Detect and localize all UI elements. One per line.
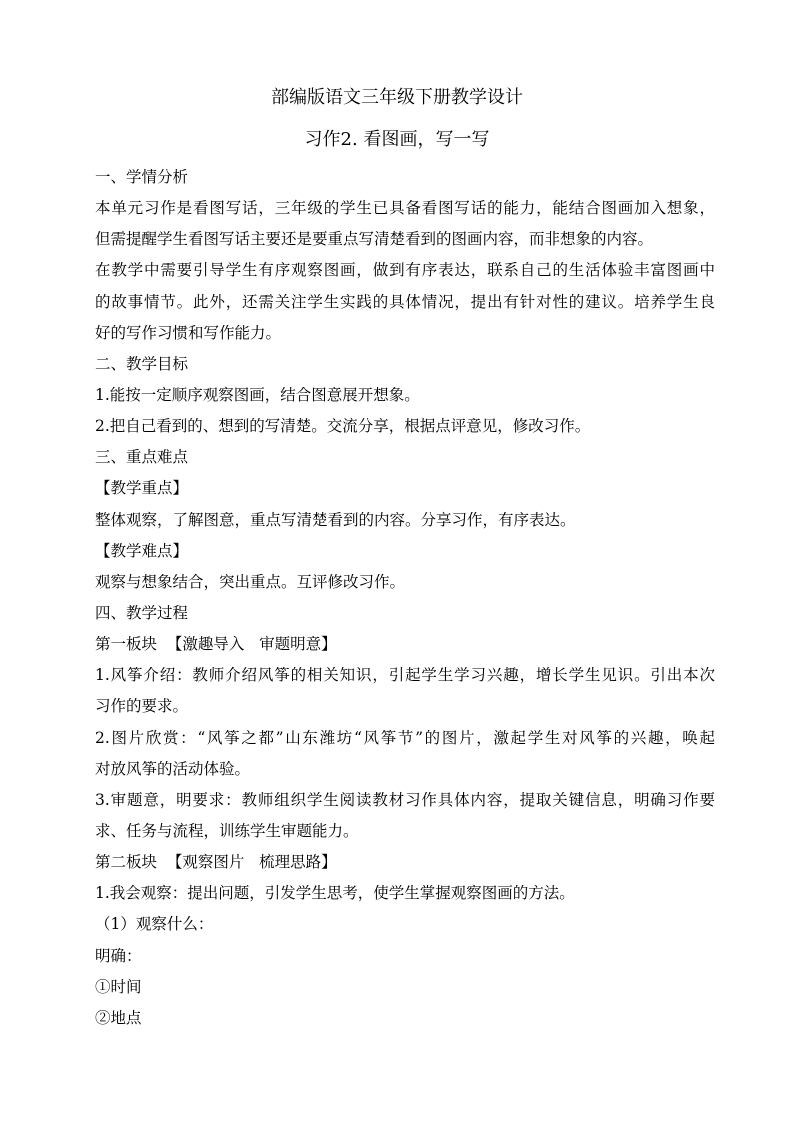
paragraph-line: 但需提醒学生看图写话主要还是要重点写清楚看到的图画内容，而非想象的内容。 bbox=[95, 230, 654, 249]
list-item: 1.风筝介绍：教师介绍风筝的相关知识，引起学生学习兴趣，增长学生见识。引出本次 bbox=[95, 666, 715, 685]
list-item: 3.审题意，明要求：教师组织学生阅读教材习作具体内容，提取关键信息，明确习作要 bbox=[95, 790, 715, 809]
document-subtitle: 习作2. 看图画，写一写 bbox=[304, 129, 490, 150]
document-title: 部编版语文三年级下册教学设计 bbox=[271, 87, 523, 108]
paragraph-line: 明确： bbox=[95, 946, 142, 965]
section-heading-analysis: 一、学情分析 bbox=[95, 168, 189, 186]
sub-item: ②地点 bbox=[95, 1008, 142, 1027]
list-item: 1.我会观察：提出问题，引发学生思考，使学生掌握观察图画的方法。 bbox=[95, 884, 575, 903]
section-heading-process: 四、教学过程 bbox=[95, 603, 189, 622]
sub-item: （1）观察什么： bbox=[95, 915, 214, 934]
list-item: 2.图片欣赏：“风筝之都”山东潍坊“风筝节”的图片，激起学生对风筝的兴趣，唤起 bbox=[95, 728, 715, 747]
list-item: 1.能按一定顺序观察图画，结合图意展开想象。 bbox=[95, 385, 420, 404]
paragraph-line: 的故事情节。此外，还需关注学生实践的具体情况，提出有针对性的建议。培养学生良 bbox=[95, 292, 715, 311]
subheading-difficulty: 【教学难点】 bbox=[95, 541, 189, 560]
list-item-continuation: 对放风筝的活动体验。 bbox=[95, 759, 251, 778]
block-heading-second: 第二板块 【观察图片 梳理思路】 bbox=[95, 853, 337, 872]
sub-item: ①时间 bbox=[95, 977, 142, 996]
paragraph-line: 在教学中需要引导学生有序观察图画，做到有序表达，联系自己的生活体验丰富图画中 bbox=[95, 261, 715, 280]
list-item-continuation: 习作的要求。 bbox=[95, 697, 189, 716]
paragraph-line: 整体观察，了解图意，重点写清楚看到的内容。分享习作，有序表达。 bbox=[95, 510, 576, 529]
list-item-continuation: 求、任务与流程，训练学生审题能力。 bbox=[95, 821, 359, 840]
document-body bbox=[95, 162, 715, 1034]
section-heading-key-points: 三、重点难点 bbox=[95, 448, 189, 467]
paragraph-line: 本单元习作是看图写话，三年级的学生已具备看图写话的能力，能结合图画加入想象， bbox=[95, 199, 715, 218]
subheading-key-point: 【教学重点】 bbox=[95, 479, 189, 498]
list-item: 2.把自己看到的、想到的写清楚。交流分享，根据点评意见，修改习作。 bbox=[95, 417, 591, 436]
block-heading-first: 第一板块 【激趣导入 审题明意】 bbox=[95, 635, 337, 654]
paragraph-line: 观察与想象结合，突出重点。互评修改习作。 bbox=[95, 572, 406, 591]
section-heading-goals: 二、教学目标 bbox=[95, 354, 189, 373]
paragraph-line: 好的写作习惯和写作能力。 bbox=[95, 323, 282, 342]
